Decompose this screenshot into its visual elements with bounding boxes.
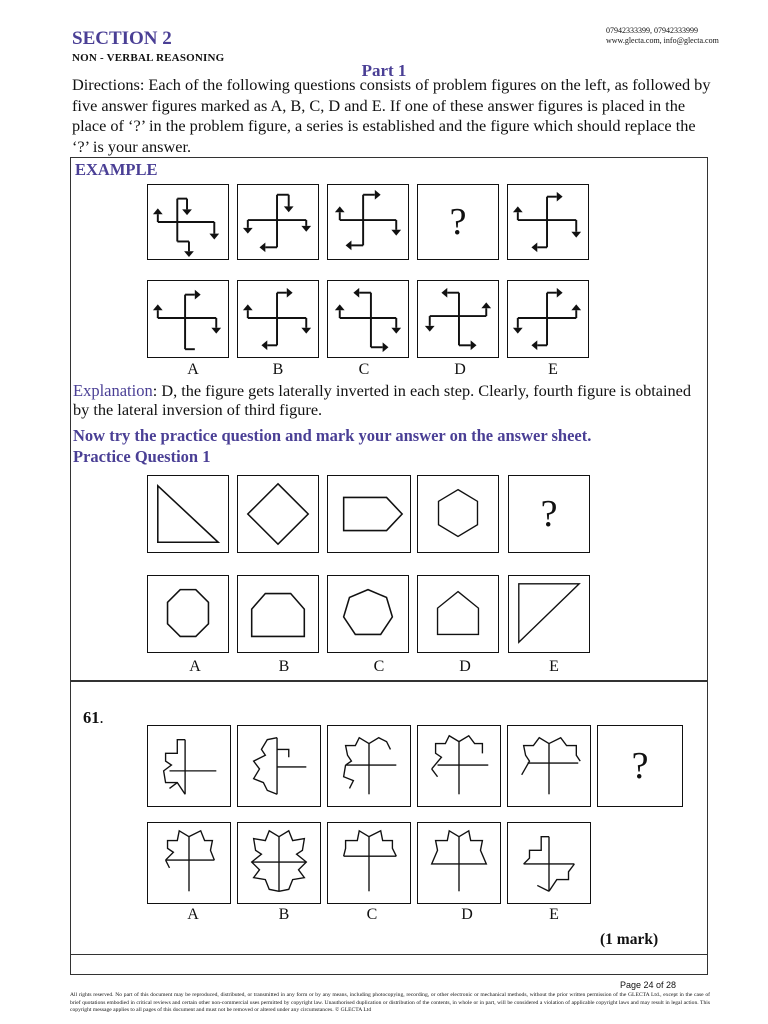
square-shape <box>238 476 318 552</box>
question-mark-box <box>417 184 499 260</box>
cross-figure <box>418 823 500 903</box>
q61-answer-figure-c <box>327 822 411 904</box>
example-problem-figure-3 <box>327 184 409 260</box>
crossed-arrows-figure <box>148 185 228 259</box>
crossed-arrows-figure <box>238 281 318 357</box>
question-number-dot: . <box>99 708 104 727</box>
option-label-d: D <box>461 906 473 923</box>
question-mark: ? <box>449 201 467 243</box>
directions-text: Directions: Each of the following questions consists of problem figures on the left, as followed by five answer figures marked as A, B, C, D and E. If one of these answer figures is placed in the place of ‘?’ in the problem figure, a series is established and the figure which should replace the ‘?’ is your answer. <box>72 75 711 156</box>
example-answer-figure-d <box>417 280 499 358</box>
heptagon-shape <box>328 576 408 652</box>
cross-figure <box>238 726 320 806</box>
page-number: Page 24 of 28 <box>620 980 677 990</box>
example-heading: EXAMPLE <box>75 160 158 179</box>
option-label-c: C <box>358 361 370 378</box>
contact-phones: 07942333399, 07942333999 <box>606 26 698 35</box>
section-title: SECTION 2 <box>72 28 172 49</box>
cross-figure <box>328 823 410 903</box>
practice-answer-figure-a <box>147 575 229 653</box>
crossed-arrows-figure <box>148 281 228 357</box>
question-mark-box <box>508 475 590 553</box>
q61-answer-figure-e <box>507 822 591 904</box>
q61-answer-figure-d <box>417 822 501 904</box>
divider-line <box>70 680 708 682</box>
instruction-text: Now try the practice question and mark your answer on the answer sheet. <box>73 426 592 445</box>
marks-label: (1 mark) <box>600 931 659 948</box>
practice-problem-figure-1 <box>147 475 229 553</box>
explanation-label: Explanation <box>73 381 153 400</box>
example-problem-figure-5 <box>507 184 589 260</box>
practice-answer-figure-e <box>508 575 590 653</box>
crossed-arrows-figure <box>418 281 498 357</box>
section-subtitle: NON - VERBAL REASONING <box>72 52 225 64</box>
cross-figure <box>418 726 500 806</box>
example-answer-figure-c <box>327 280 409 358</box>
crossed-arrows-figure <box>328 281 408 357</box>
option-label-e: E <box>548 361 558 378</box>
option-label-c: C <box>366 906 378 923</box>
q61-problem-figure-3 <box>327 725 411 807</box>
option-label-d: D <box>454 361 466 378</box>
hexagon-shape <box>418 476 498 552</box>
question-number-value: 61 <box>83 708 100 727</box>
crossed-arrows-figure <box>238 185 318 259</box>
crossed-arrows-figure <box>508 281 588 357</box>
q61-problem-figure-2 <box>237 725 321 807</box>
question-mark-box <box>597 725 683 807</box>
pentagon-shape <box>418 576 498 652</box>
triangle-shape <box>509 576 589 652</box>
crossed-arrows-figure <box>508 185 588 259</box>
cross-figure <box>238 823 320 903</box>
cross-figure <box>148 726 230 806</box>
option-label-a: A <box>189 658 201 675</box>
practice-problem-figure-2 <box>237 475 319 553</box>
divider-line <box>70 954 708 955</box>
option-label-b: B <box>278 906 290 923</box>
option-label-d: D <box>459 658 471 675</box>
practice-problem-figure-3 <box>327 475 411 553</box>
q61-problem-figure-4 <box>417 725 501 807</box>
crossed-arrows-figure <box>328 185 408 259</box>
practice-answer-figure-b <box>237 575 319 653</box>
example-problem-figure-2 <box>237 184 319 260</box>
q61-problem-figure-5 <box>507 725 591 807</box>
cross-figure <box>328 726 410 806</box>
part-title: Part 1 <box>361 61 407 80</box>
option-label-a: A <box>187 906 199 923</box>
explanation-body: : D, the figure gets laterally inverted in each step. Clearly, fourth figure is obtained by the lateral inversion of third figure. <box>73 381 692 419</box>
practice-heading: Practice Question 1 <box>73 447 211 466</box>
example-answer-figure-a <box>147 280 229 358</box>
option-label-c: C <box>373 658 385 675</box>
practice-problem-figure-4 <box>417 475 499 553</box>
q61-problem-figure-1 <box>147 725 231 807</box>
hexagon-shape <box>238 576 318 652</box>
option-label-b: B <box>278 658 290 675</box>
practice-answer-figure-d <box>417 575 499 653</box>
question-mark: ? <box>540 493 558 535</box>
octagon-shape <box>148 576 228 652</box>
example-answer-figure-e <box>507 280 589 358</box>
cross-figure <box>148 823 230 903</box>
option-label-a: A <box>187 361 199 378</box>
question-mark: ? <box>631 745 649 787</box>
triangle-shape <box>148 476 228 552</box>
explanation-text <box>73 381 705 419</box>
q61-answer-figure-a <box>147 822 231 904</box>
practice-answer-figure-c <box>327 575 409 653</box>
cross-figure <box>508 823 590 903</box>
cross-figure <box>508 726 590 806</box>
option-label-b: B <box>272 361 284 378</box>
copyright-notice: All rights reserved. No part of this document may be reproduced, distributed, or transmitted in any form or by any means, including photocopying, recording, or other electronic or mechanical methods, without the prior written permission of the GLECTA Ltd., except in the case of brief quotations embodied in critical reviews and certain other non-commercial uses permitted by copyright law. Unauthorised duplication or distribution of the contents, in whole or in part, will be considered a violation of applicable copyright laws and may result in legal action. This copyright message applies to all pages of this document and must not be removed or altered under any circumstances. © GLECTA Ltd <box>70 992 710 1014</box>
example-answer-figure-b <box>237 280 319 358</box>
option-label-e: E <box>549 658 559 675</box>
example-problem-figure-1 <box>147 184 229 260</box>
contact-web: www.glecta.com, info@glecta.com <box>606 36 719 45</box>
contact-info <box>606 26 719 46</box>
q61-answer-figure-b <box>237 822 321 904</box>
question-number <box>83 708 104 728</box>
option-label-e: E <box>549 906 559 923</box>
pentagon-shape <box>328 476 410 552</box>
